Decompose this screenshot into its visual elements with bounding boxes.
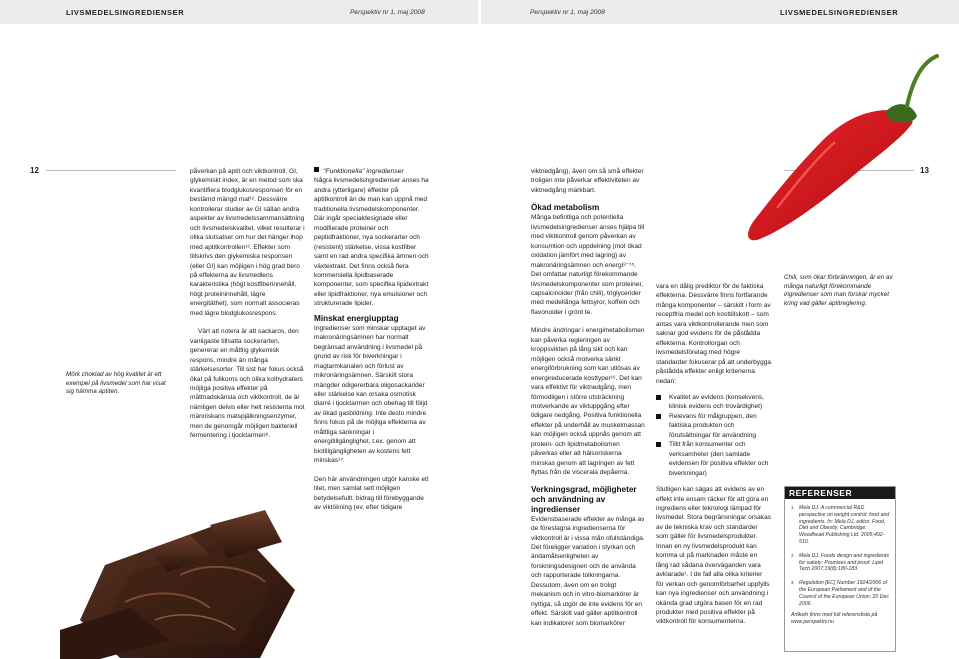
col1-paragraph-2: Värt att notera är att sackaros, den vanligaste tillsatta sockerarten, genererar en måttlig glykemisk respons, mindre än många stärkelsesorter. Till sist har fokus också ökat på fullkorns och olika kolhydraters möjliga positiva effekter på mättnadskänsla och viktkontroll, de är nämligen delvis eller helt resistenta mot människans matspjälkningsenzymer, men de genomgår möjligen bakteriell fermentering i tjocktarmen⁸. bbox=[190, 328, 305, 440]
efficacy-heading: Verkningsgrad, möjligheter och användning av ingredienser bbox=[531, 484, 637, 514]
col2-paragraph-2: Ingredienser som minskar upptaget av makronäringsämnen har normalt begränsad användning i livsmedel på grund av risk för biverkningar i magtarmkanalen och förlust av mikronäringsämnen. Särskilt stora mängder odigererbara oligosackarider eller stärkelse kan orsaka osmotisk diarré i tjocktarmen och obehag till följd av ökad gasbildning. Inte desto mindre finns fokus på de möjliga effekterna av måttliga sänkningar i energitillgänglighet, t.ex. genom att biotillgängligheten av kostens fett minskas¹⁴. bbox=[314, 324, 428, 465]
col3-paragraph-1: viktnedgång), även om så små effekter troligen inte påverkar effektiviteten av viktnedgång märkbart. bbox=[531, 168, 644, 194]
col2-paragraph-3: Den här användningen utgör kanske ett litet, men samlat sett möjligen betydelsefullt, bidrag till förebyggande av viktökning (ev. efter tidigare bbox=[314, 475, 429, 511]
chili-image bbox=[685, 50, 955, 265]
chili-caption: Chili, som ökar förbränningen, är en av många naturligt förekommande ingredienser som man forskar mycket kring vad gäller aptitreglering. bbox=[784, 274, 893, 307]
square-bullet-icon bbox=[314, 167, 319, 172]
chocolate-caption: Mörk choklad av hög kvalitet är ett exempel på livsmedel som har visat sig hämma aptiten. bbox=[66, 371, 166, 396]
references-footer: Artikeln finns med full referenslista på www.perspektiv.nu bbox=[791, 612, 878, 626]
col3-paragraph-4: Evidensbaserade effekter av många av de föreslagna ingredienserna för viktkontroll är i vissa mån ofullständiga. Det föreligger variation i styrkan och ändamålsenligheten av forskningsdesignen och de använda och rapporterade tolkningarna. Dessutom, även om en troligt mekanism och in vitro-biomarkörer är nyttiga, så utgör de inte evidens för en effekt. Särskilt vad gäller aptitkontroll kan indikatorer som biomarkörer bbox=[531, 515, 645, 627]
header-right bbox=[481, 0, 959, 24]
section-title-right: LIVSMEDELSINGREDIENSER bbox=[780, 8, 899, 17]
header-left bbox=[0, 0, 478, 24]
metabolism-heading: Ökad metabolism bbox=[531, 203, 600, 213]
list-item: Tillit från konsumenter och verksamheter (den samlade evidensen för positiva effekter och biverkningar) bbox=[656, 440, 771, 478]
col4-paragraph-1: vara en dålig prediktor för de faktiska effekterna. Dessvärre finns fortfarande många komponenter – särskilt i form av receptfria medel och kosttillskott – som antas vara viktkontrollerande men som saknar god evidens för de påstådda effekterna. Kontrollorgan och livsmedelsföretag med högre standarder fokuserar på att underbygga påstådda effekter enligt kriterierna nedan: bbox=[656, 283, 772, 385]
column-4 bbox=[656, 282, 771, 627]
references-title: REFERENSER bbox=[785, 487, 895, 499]
list-item: Kvalitet av evidens (konsekvens, klinisk evidens och trovärdighet) bbox=[656, 393, 771, 412]
functional-ingredients-heading: "Funktionella" ingredienser bbox=[314, 167, 429, 176]
column-2 bbox=[314, 167, 429, 512]
column-1 bbox=[190, 167, 305, 441]
issue-label-left: Perspektiv nr 1, maj 2008 bbox=[350, 9, 425, 16]
reference-item: 1 Mela DJ. A commercial R&D perspective on weight control: food and ingredients. In: Mela DJ, editor. Food, Diet and Obesity, Cambridge: Woodhead Publishing Ltd, 2005;492-510. bbox=[791, 505, 890, 545]
reference-item: 3 Regulation [EC] Number 1924/2006 of the European Parliament and of the Council of the European Union; 20 Dec 2006. bbox=[791, 580, 889, 607]
column-3 bbox=[531, 167, 646, 628]
references-box bbox=[784, 486, 896, 652]
col4-paragraph-2: Slutligen kan sägas att evidens av en effekt inte ensam räcker för att göra en ingrediens eller teknologi lämpad för livsmedel. Stora begränsningar orsakas av de tekniska krav och standarder som gäller för livsmedelsprodukter. Innan en ny livsmedelsprodukt kan komma ut på marknaden måste en lång rad sådana överväganden vara avklarade¹. I de fall alla olika kriterier för verkan och genomförbarhet uppfylls kan nya ingredienser och användning i okända grad utgöra basen för en rad produkter med positiva effekter på viktkontroll för konsumenterna. bbox=[656, 486, 771, 626]
col3-paragraph-3: Mindre ändringar i energimetabolismen kan påverka regleringen av kroppsvikten på lång sikt och kan möjligen också motverka sänkt energiförbrukning som kan utlösas av energireducerade kosttyper¹⁶. Det kan vara effektivt för viktnedgång, men förmodligen i större utsträckning motverkande av viktuppgång efter tidigare nedgång. Positiva funktionella effekter på underhåll av muskelmassan kan möjligen också uppnås genom att protein- och lipidmetabolismen påverkas eller att hälsoriskerna minskas genom att lagringen av fett flyttas från de viscerala depåerna. bbox=[531, 327, 645, 477]
chocolate-image bbox=[60, 480, 310, 659]
col1-paragraph-1: påverkan på aptit och viktkontroll. GI, glykemiskt index, är en metod som ska kvantifiera blodglukosresponsen för en bestämd mängd mat¹². Dessvärre kontrollerar studier av GI sällan andra aspekter av livsmedelssammansättning och livsmedelskvalitet, vilket resulterar i olika slutsatser om hur det hänger ihop med aptitkontrollen¹³. Effekter som tillskrivs den glykemiska responsen (eller GI) kan möjligen i hög grad bero på effekterna av livsmedlens karakteristika (högt kostfiberinnehåll, högt proteininnehåll, lägre energitäthet), som normalt associeras med lägre blodglukosrespons. bbox=[190, 168, 305, 317]
col3-paragraph-2: Många befintliga och potentiella livsmedelsingredienser anses hjälpa till med viktkontroll genom påverkan av konsumtion och uppdelning (mot ökad oxidation jämfört med lagring) av makronäringsämnen och energi⁸⁻¹⁵. Det omfattar naturligt förekommande livsmedelskomponenter som proteiner, capsaicinoider (från chili), triglycerider med medellånga fettsyror, koffein och flavonoider i grönt te. bbox=[531, 214, 645, 316]
col2-paragraph-1: Några livsmedelsingredienser anses ha andra (ytterligare) effekter på aptitkontroll än de man kan uppnå med traditionella livsmedelskomponenter. Där ingår specialdesignade eller modifierade proteiner och peptidfraktioner, nya sockerarter och (resistent) stärkelse, vissa kostfiber samt en rad andra specifika ämnen och växtextrakt. Det finns också flera kommersiella lipidbaserade komponenter, som specifika lipidextrakt eller lipidfraktioner, nya emulsioner och strukturerade lipider. bbox=[314, 177, 429, 308]
page-number-left: 12 bbox=[30, 166, 39, 175]
energy-heading: Minskat energiupptag bbox=[314, 313, 399, 323]
section-title-left: LIVSMEDELSINGREDIENSER bbox=[66, 8, 185, 17]
issue-label-right: Perspektiv nr 1, maj 2008 bbox=[530, 9, 605, 16]
reference-item: 2 Mela DJ. Foods design and ingredients for satiety: Promises and proof. Lipid Tech 2007;19(8):180-183. bbox=[791, 552, 889, 573]
rule-left bbox=[46, 170, 176, 171]
page-number-right: 13 bbox=[920, 166, 929, 175]
list-item: Relevans för målgruppen, den faktiska produkten och förutsättningar för användning bbox=[656, 412, 771, 440]
criteria-list bbox=[656, 393, 771, 478]
